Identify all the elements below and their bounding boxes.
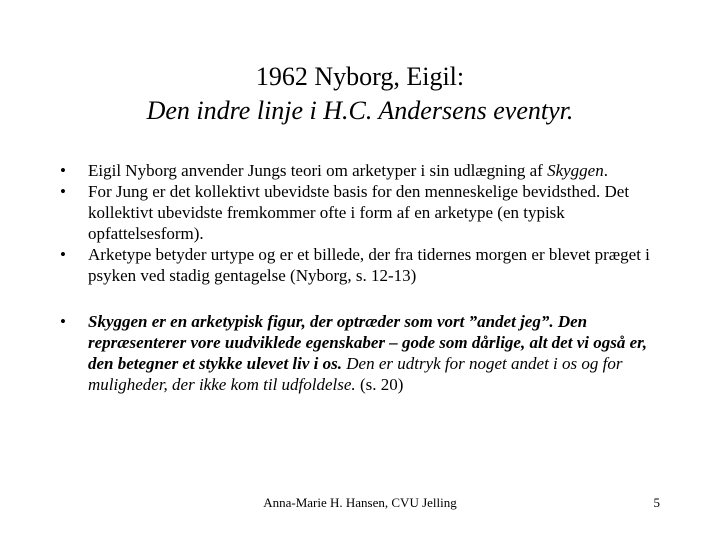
bullet-text: Eigil Nyborg anvender Jungs teori om arketyper i sin udlægning af (88, 161, 548, 180)
bullet-item-3 (60, 244, 660, 286)
slide-title (60, 60, 660, 128)
title-line-1: 1962 Nyborg, Eigil: (255, 62, 465, 91)
page-number: 5 (653, 495, 660, 510)
bullet-text-italic: Den er udtryk for noget andet i os og for muligheder, der ikke kom til udfoldelse. (88, 354, 623, 394)
bullet-list (60, 160, 660, 395)
bullet-text: Arketype betyder urtype og er et billede, der fra tidernes morgen er blevet præget i psyken ved stadig gentagelse (Nyborg, s. 12-13) (88, 245, 650, 285)
bullet-text: . (603, 161, 608, 180)
bullet-text: For Jung er det kollektivt ubevidste basis for den menneskelige bevidsthed. Det kollektivt ubevidste fremkommer ofte i form af en arketype (en typisk opfattelsesform). (88, 182, 630, 243)
bullet-item-4 (60, 311, 660, 395)
bullet-item-2 (60, 181, 660, 244)
bullet-text-italic: Skyggen (547, 161, 604, 180)
bullet-icon: • (60, 182, 66, 201)
bullet-text-bold: Skyggen er en arketypisk figur, der optræder som vort ”andet jeg”. Den repræsenterer vore uudviklede egenskaber – gode som dårlige, alt det vi også er, den betegner et stykke ulevet liv i os. (88, 312, 648, 373)
bullet-item-1 (60, 160, 660, 181)
bullet-text: (s. 20) (355, 375, 404, 394)
footer-text: Anna-Marie H. Hansen, CVU Jelling (263, 495, 457, 510)
bullet-icon: • (60, 312, 66, 331)
bullet-icon: • (60, 245, 66, 264)
title-line-2: Den indre linje i H.C. Andersens eventyr. (146, 96, 574, 125)
bullet-icon: • (60, 161, 66, 180)
